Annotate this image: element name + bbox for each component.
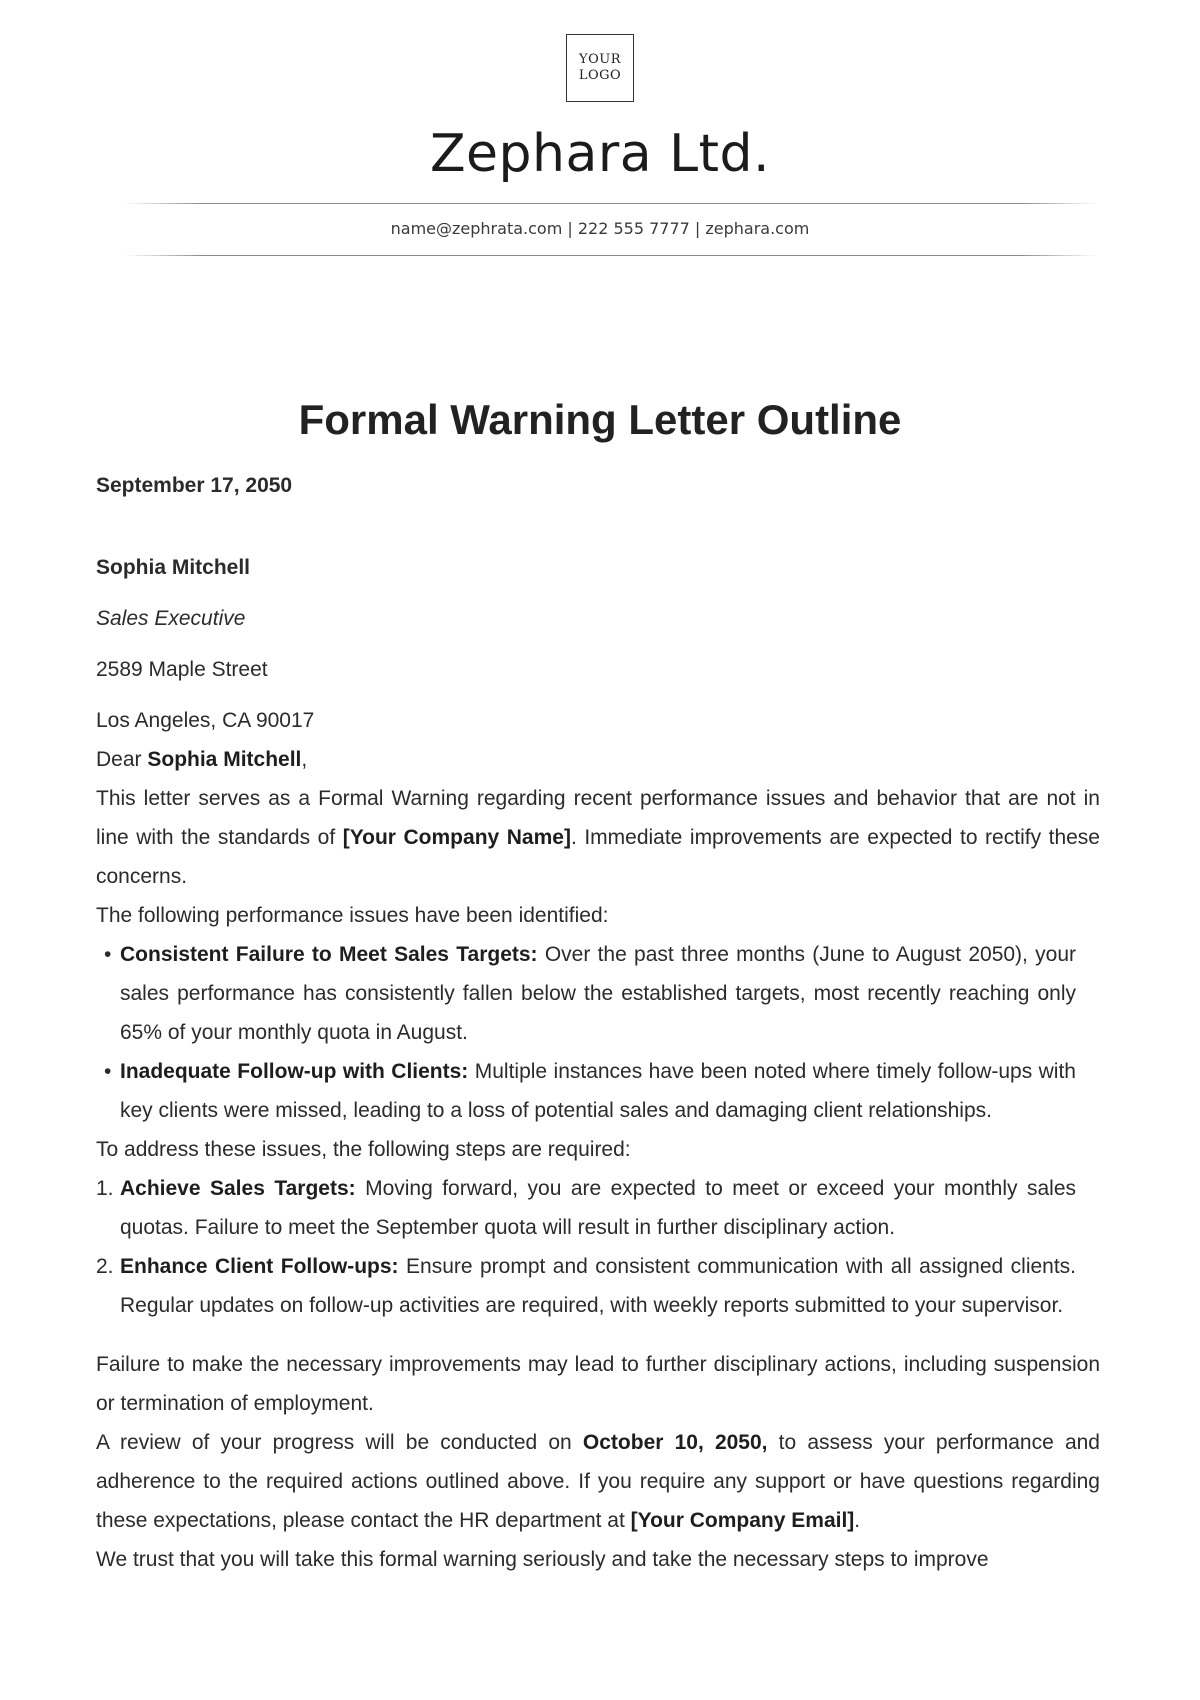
closing-paragraph: We trust that you will take this formal warning seriously and take the necessary steps to improve [96, 1548, 989, 1571]
step-text: Ensure prompt and consistent communication with all assigned clients. Regular updates on follow-up activities are required, with weekly reports submitted to your supervisor. [120, 1255, 1077, 1317]
issue-text: Over the past three months (June to August 2050), your sales performance has consistently fallen below the established targets, most recently reaching only 65% of your monthly quota in August. [120, 943, 1076, 1044]
logo-text-line1: YOUR [579, 52, 621, 67]
intro-text-2: . Immediate improvements are expected to rectify these concerns. [96, 826, 1100, 888]
review-date: October 10, 2050, [582, 1431, 768, 1454]
issue-text: Multiple instances have been noted where timely follow-ups with key clients were missed, leading to a loss of potential sales and damaging client relationships. [120, 1060, 1076, 1122]
issues-list [96, 935, 1100, 1130]
intro-company-placeholder: [Your Company Name] [342, 826, 571, 849]
step-item [96, 1169, 1076, 1247]
review-text-1: A review of your progress will be conducted on [96, 1431, 583, 1454]
step-item [96, 1247, 1077, 1325]
issue-title: Consistent Failure to Meet Sales Targets: [120, 943, 538, 966]
issue-item [120, 1052, 1076, 1130]
intro-text-1: This letter serves as a Formal Warning regarding recent performance issues and behavior that are not in line with the standards of [96, 787, 1100, 849]
issue-item [120, 935, 1076, 1052]
intro-paragraph [96, 779, 1100, 896]
logo-text-line2: LOGO [578, 68, 622, 83]
steps-intro: To address these issues, the following steps are required: [96, 1138, 631, 1161]
issues-intro: The following performance issues have been identified: [96, 904, 609, 927]
step-text: Moving forward, you are expected to meet or exceed your monthly sales quotas. Failure to meet the September quota will result in further disciplinary action. [120, 1177, 1076, 1239]
company-contact-line: name@zephrata.com | 222 555 7777 | zephara.com [390, 219, 810, 238]
header-divider-bottom [125, 255, 1098, 256]
step-number: 1. [96, 1177, 114, 1200]
letter-date: September 17, 2050 [96, 474, 293, 497]
step-number: 2. [96, 1255, 114, 1278]
review-text-3: . [854, 1509, 861, 1532]
salutation-suffix: , [301, 748, 308, 771]
letter-title: Formal Warning Letter Outline [298, 396, 902, 443]
step-title: Enhance Client Follow-ups: [120, 1255, 399, 1278]
consequence-paragraph: Failure to make the necessary improvements may lead to further disciplinary actions, including suspension or termination of employment. [96, 1353, 1100, 1415]
recipient-city: Los Angeles, CA 90017 [96, 709, 315, 732]
salutation-name: Sophia Mitchell [147, 748, 302, 771]
recipient-name: Sophia Mitchell [96, 556, 251, 579]
issue-title: Inadequate Follow-up with Clients: [120, 1060, 469, 1083]
review-text-2: to assess your performance and adherence to the required actions outlined above. If you require any support or have questions regarding these expectations, please contact the HR department at [96, 1431, 1100, 1532]
salutation [96, 740, 1100, 779]
recipient-position: Sales Executive [96, 607, 246, 630]
salutation-prefix: Dear [96, 748, 148, 771]
company-logo [566, 34, 634, 102]
steps-list [96, 1169, 1100, 1325]
letter-body [96, 466, 1100, 1579]
company-name: Zephara Ltd. [429, 124, 771, 184]
review-email-placeholder: [Your Company Email] [630, 1509, 855, 1532]
header-divider-top [125, 203, 1098, 204]
review-paragraph [96, 1423, 1100, 1540]
recipient-street: 2589 Maple Street [96, 658, 268, 681]
step-title: Achieve Sales Targets: [120, 1177, 356, 1200]
